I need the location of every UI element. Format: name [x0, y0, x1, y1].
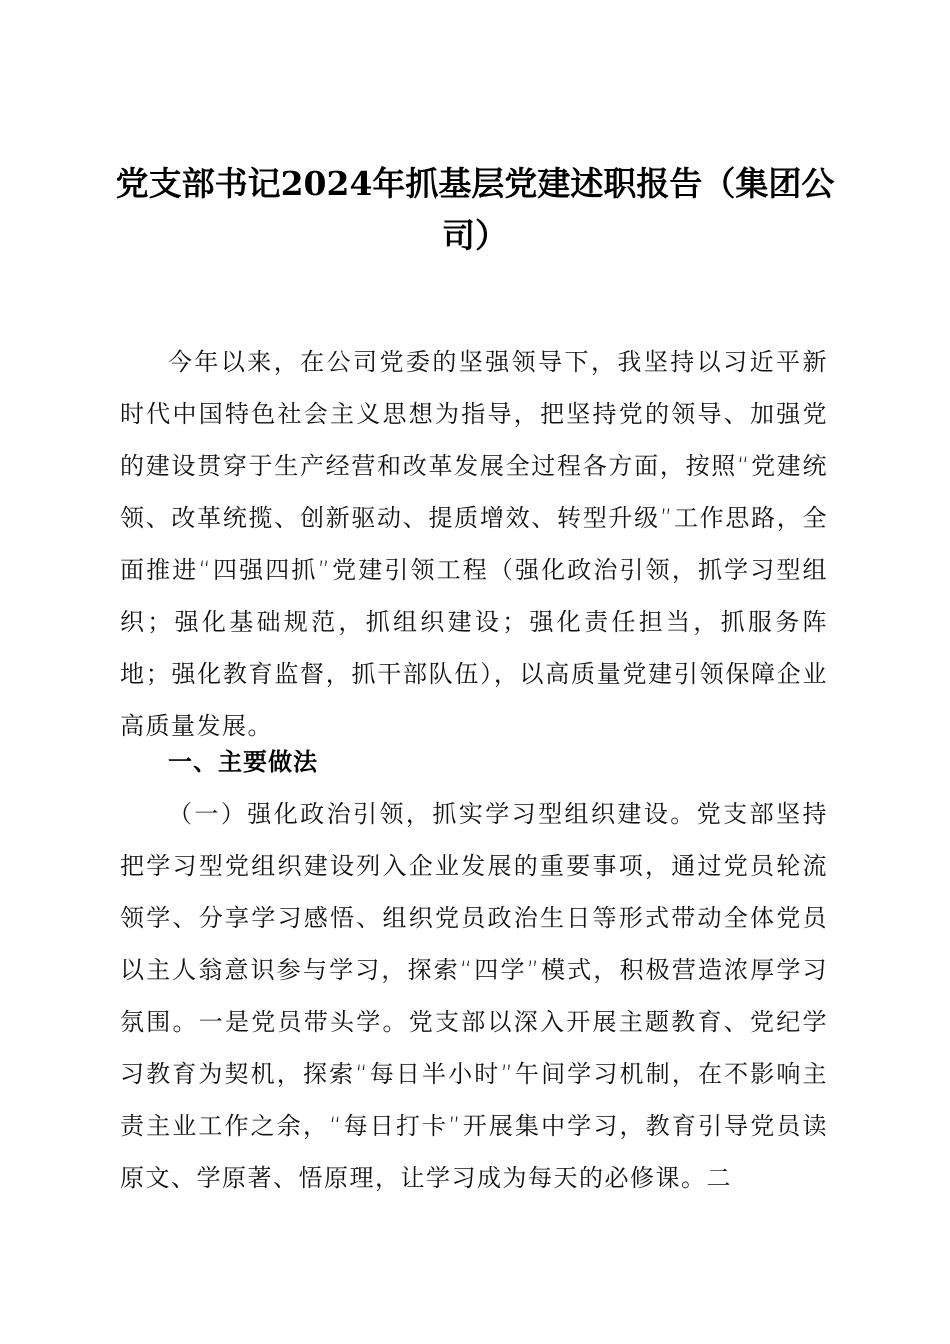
section-paragraph: （一）强化政治引领，抓实学习型组织建设。党支部坚持把学习型党组织建设列入企业发展的重要事项，通过党员轮流领学、分享学习感悟、组织党员政治生日等形式带动全体党员以主人翁意识参与学习，探索“四学”模式，积极营造浓厚学习氛围。一是党员带头学。党支部以深入开展主题教育、党纪学习教育为契机，探索“每日半小时”午间学习机制，在不影响主责主业工作之余，“每日打卡”开展集中学习，教育引导党员读原文、学原著、悟原理，让学习成为每天的必修课。二	[120, 800, 828, 1192]
section-heading: 一、主要做法	[168, 748, 318, 776]
intro-paragraph: 今年以来，在公司党委的坚强领导下，我坚持以习近平新时代中国特色社会主义思想为指导，把坚持党的领导、加强党的建设贯穿于生产经营和改革发展全过程各方面，按照“党建统领、改革统揽、创新驱动、提质增效、转型升级”工作思路，全面推进“四强四抓”党建引领工程（强化政治引领，抓学习型组织；强化基础规范，抓组织建设；强化责任担当，抓服务阵地；强化教育监督，抓干部队伍），以高质量党建引领保障企业高质量发展。	[120, 348, 828, 740]
document-title: 党支部书记2024年抓基层党建述职报告（集团公司）	[115, 164, 835, 255]
